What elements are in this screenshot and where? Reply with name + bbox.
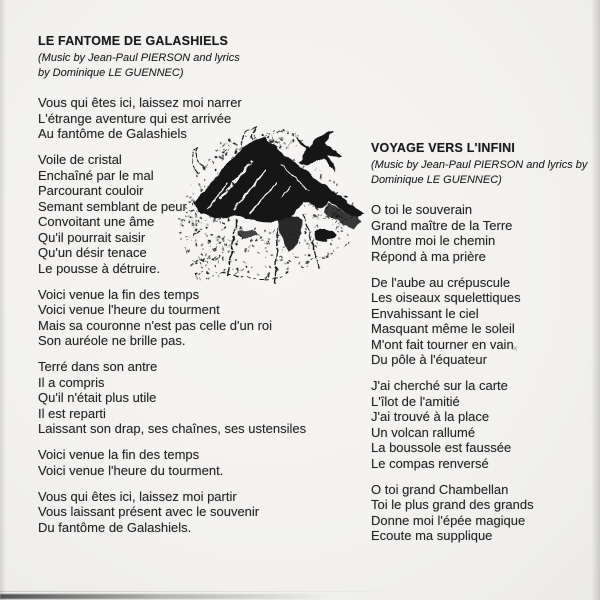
stanza xyxy=(371,482,593,544)
swallow-icon xyxy=(295,131,342,171)
stanza xyxy=(371,275,593,368)
credit-line: by Dominique LE GUENNEC) xyxy=(38,67,184,79)
lyric-line: Enchaîné par le mal xyxy=(38,167,154,183)
song-credits-voyage xyxy=(371,158,593,188)
lyric-line: L'îlot de l'amitié xyxy=(371,393,460,409)
song-section-voyage xyxy=(371,140,593,554)
lyric-line: L'étrange aventure qui est arrivée xyxy=(38,110,232,126)
lyric-line: M'ont fait tourner en vain xyxy=(371,336,514,352)
lyric-line: Son auréole ne brille pas. xyxy=(38,333,186,348)
stanza xyxy=(38,359,313,437)
lyric-line: Vous laissant présent avec le souvenir xyxy=(38,504,260,519)
lyric-line: Voici venue la fin des temps xyxy=(38,447,200,462)
lyric-line: Mais sa couronne n'est pas celle d'un roi xyxy=(38,317,273,333)
lyric-line: Envahissant le ciel xyxy=(371,305,479,321)
lyric-line: Laissant son drap, ses chaînes, ses ustensiles xyxy=(38,421,307,436)
ruined-cottage-sketch-svg xyxy=(178,103,373,298)
lyric-line: J'ai cherché sur la carte xyxy=(371,378,508,393)
lyric-line: La boussole est faussée xyxy=(371,440,512,455)
lyric-line: O toi le souverain xyxy=(371,202,473,217)
lyric-line: Vous qui êtes ici, laissez moi narrer xyxy=(38,95,242,110)
scan-artifact-mark: × xyxy=(511,343,522,356)
credit-line: (Music by Jean-Paul PIERSON and lyrics by xyxy=(371,159,588,171)
ink-group xyxy=(178,127,364,283)
stanza xyxy=(371,378,593,471)
lyric-line: Un volcan rallumé xyxy=(371,424,476,440)
lyrics-voyage xyxy=(371,202,593,544)
scan-edge-shadow-bottom xyxy=(0,594,360,599)
lyric-line: Voici venue l'heure du tourment xyxy=(38,302,220,317)
lyric-line: Montre moi le chemin xyxy=(371,233,496,248)
lyric-line: O toi grand Chambellan xyxy=(371,481,509,497)
lyric-line: Ecoute ma supplique xyxy=(371,528,493,543)
credit-line: Dominique LE GUENNEC) xyxy=(371,174,502,186)
lyric-line: Il est reparti xyxy=(38,405,106,421)
stanza xyxy=(371,202,593,264)
lyric-line: Le pousse à détruire. xyxy=(38,260,161,276)
lyric-line: De l'aube au crépuscule xyxy=(371,274,511,290)
lyric-line: Voici venue l'heure du tourment. xyxy=(38,462,224,478)
lyric-line: Parcourant couloir xyxy=(38,183,144,198)
lyric-line: Voile de cristal xyxy=(38,152,122,167)
lyric-line: Répond à ma prière xyxy=(371,248,486,264)
stanza xyxy=(38,489,313,536)
scan-edge-shadow-left xyxy=(0,0,6,600)
lyric-line: Qu'il n'était plus utile xyxy=(38,390,157,405)
stanza xyxy=(38,447,313,478)
lyric-line: Qu'il pourrait saisir xyxy=(38,229,146,245)
lyric-line: Le compas renversé xyxy=(371,455,489,471)
scan-edge-shadow-right xyxy=(591,0,600,600)
lyric-line: Toi le plus grand des grands xyxy=(371,497,534,512)
lyric-line: Vous qui êtes ici, laissez moi partir xyxy=(38,488,237,504)
song-credits-fantome xyxy=(38,51,313,81)
lyric-line: Il a compris xyxy=(38,374,105,390)
lyric-line: Voici venue la fin des temps xyxy=(38,286,200,302)
lyric-line: Donne moi l'épée magique xyxy=(371,512,526,528)
lyric-line: Grand maître de la Terre xyxy=(371,217,513,233)
lyric-line: Au fantôme de Galashiels xyxy=(38,126,187,141)
lyric-line: Du fantôme de Galashiels. xyxy=(38,519,192,535)
song-title-voyage: VOYAGE VERS L'INFINI xyxy=(371,141,516,155)
lyric-line: Les oiseaux squelettiques xyxy=(371,290,521,305)
lyric-line: Masquant même le soleil xyxy=(371,321,515,336)
song-title-fantome: LE FANTOME DE GALASHIELS xyxy=(38,34,228,48)
lyric-line: Semant semblant de peur xyxy=(38,198,187,214)
lyric-line: J'ai trouvé à la place xyxy=(371,409,490,424)
lyric-line: Convoitant une âme xyxy=(38,214,155,229)
scan-edge-line-bottom xyxy=(0,591,420,592)
lyric-line: Du pôle à l'équateur xyxy=(371,352,487,367)
lyric-line: Qu'un désir tenace xyxy=(38,245,147,260)
ink-sketch-illustration xyxy=(178,103,373,298)
lyric-line: Terré dans son antre xyxy=(38,359,158,374)
credit-line: (Music by Jean-Paul PIERSON and lyrics xyxy=(38,52,240,64)
